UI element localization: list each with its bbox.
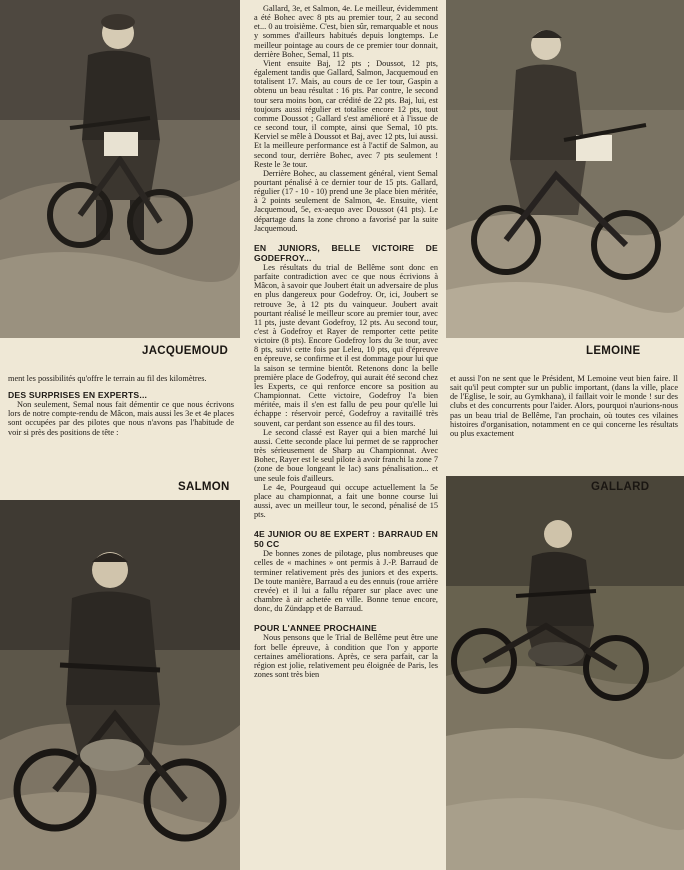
- section-heading-experts: DES SURPRISES EN EXPERTS...: [8, 390, 148, 401]
- photo-lemoine: [446, 0, 684, 338]
- article-paragraph: et aussi l'on ne sent que le Président, M Lemoine veut bien faire. Il sait qu'il peut compter sur un public important, (dans la ville, place de l'Eglise, le soir, au Gymkhana), il faillait voir le monde ! sur des clubs et des concurrents pour l'aider. Alors, pourquoi n'aurions-nous pas un beau trial de Bellême, l'an prochain, où toutes ces vilaines histoires d'organisation, notamment en ce qui concerne les résultats ou plus exactement: [450, 374, 678, 438]
- article-paragraph: Non seulement, Semal nous fait démentir ce que nous écrivons lors de notre compte-rendu de Mâcon, mais aussi les 3e et 4e places sont occupées par des pilotes que nous n'avons pas l'habitude de voir si près des positions de tête :: [8, 400, 234, 437]
- caption-jacquemoud: JACQUEMOUD: [142, 345, 229, 357]
- photo-jacquemoud: [0, 0, 240, 338]
- article-paragraph: Le 4e, Pourgeaud qui occupe actuellement la 5e place au championnat, a fait une bonne course lui aussi, avec un meilleur tour, le second, pénalisé de 15 pts.: [254, 482, 438, 520]
- caption-gallard: GALLARD: [591, 481, 650, 493]
- article-paragraph: Le second classé est Rayer qui a bien marché lui aussi. Cette seconde place lui permet de se rapprocher très sérieusement de Sharp au Championnat. Avec Bohec, Rayer est le seul pilote à avoir franchi la zone 7 (zone de boue longeant le lac) sans pénalisation... et une seule fois d'ailleurs.: [254, 427, 438, 483]
- rider-illustration: [446, 476, 684, 870]
- article-right-column: [450, 374, 678, 438]
- photo-gallard: [446, 476, 684, 870]
- caption-salmon: SALMON: [178, 481, 230, 493]
- section-heading-juniors: EN JUNIORS, BELLE VICTOIRE DE GODEFROY...: [254, 242, 438, 263]
- article-paragraph: De bonnes zones de pilotage, plus nombreuses que celles de « machines » ont permis à J.-P. Barraud de terminer relativement près des juniors et des experts. De toute manière, Barraud a eu des ennuis (roue arrière crevée) et il lui a fallu réparer sur place avec une chambre à air achetée en ville. Bonne tenue encore, donc, du Zündapp et de Barraud.: [254, 549, 438, 614]
- article-center-column: [254, 4, 438, 679]
- section-heading-next-year: POUR L'ANNEE PROCHAINE: [254, 623, 377, 634]
- article-paragraph: Les résultats du trial de Bellême sont donc en parfaite contradiction avec ce que nous écrivions à Mâcon, à savoir que Joubert était un adversaire de plus en plus dangereux pour Godefroy. Or, ici, Joubert se retrouve 3e, à 12 pts du vainqueur. Joubert avait pourtant réalisé le meilleur score au premier tour, avec 11 pts, juste devant Godefroy, 12 pts. Au second tour, c'est à Godefroy et Rayer de remporter cette petite victoire (8 pts). Encore Godefroy lors du 3e tour, avec 8 pts, suivi cette fois par Leleu, 10 pts, qui d'épreuve en épreuve, se confirme et il est dommage pour lui que la saison se termine bientôt. Retenons donc la belle première place de Godefroy, qui aurait été second chez les Experts, ce qui renforce encore sa position au Championnat. Cette victoire, Godefroy l'a bien méritée, mais il s'en est fallu de peu pour qu'elle lui échappe : réservoir percé, Godefroy a ravitaillé très souvent, car perdant son essence au fil des tours.: [254, 262, 438, 428]
- article-paragraph: Nous pensons que le Trial de Bellême peut être une fort belle épreuve, à condition que l'on y apporte certaines améliorations. Après, ce sera parfait, car la région est jolie, relativement peu éloignée de Paris, les zones sont très bien: [254, 633, 438, 679]
- caption-lemoine: LEMOINE: [586, 345, 641, 357]
- article-paragraph: Derrière Bohec, au classement général, vient Semal pourtant pénalisé à ce dernier tour de 15 pts. Gallard, régulier (17 - 10 - 10) prend une 3e place bien méritée, à 2 points seulement de Salmon, 4e. Ensuite, vient Jacquemoud, 5e, ex-aequo avec Doussot (41 pts). Le départage dans la zone chrono a favorisé par la suite Jacquemoud.: [254, 168, 438, 233]
- article-paragraph: Gallard, 3e, et Salmon, 4e. Le meilleur, évidemment a été Bohec avec 8 pts au premier tour, 2 au second et... 0 au troisième. C'est, bien sûr, remarquable et nous y sommes d'ailleurs habitués depuis longtemps. Le meilleur pointage au cours de ce premier tour donnait, derrière Bohec, Semal, 11 pts.: [254, 4, 438, 59]
- article-paragraph: Vient ensuite Baj, 12 pts ; Doussot, 12 pts, également tandis que Gallard, Salmon, Jacquemoud en totalisent 17. Mais, au cours de ce 1er tour, Gaspin a obtenu un beau résultat : 16 pts. Par contre, le second tour sera moins bon, car crédité de 22 pts. Baj, lui, est toujours aussi régulier et totalise encore 12 pts, tout comme Doussot ; Gallard s'est amélioré et à l'issue de ce second tour, il compte, ainsi que Semal, 10 pts. Kerviel se mêle à Doussot et Baj, avec 12 pts, lui aussi. Et la meilleure performance est à l'actif de Salmon, au second tour, derrière Bohec, avec 7 pts seulement ! Reste le 3e tour.: [254, 58, 438, 169]
- article-left-column: [8, 374, 234, 437]
- section-heading-barraud: 4E JUNIOR OU 8E EXPERT : BARRAUD EN 50 CC: [254, 529, 438, 550]
- rider-illustration: [0, 500, 240, 870]
- rider-illustration: [0, 0, 240, 338]
- photo-salmon: [0, 500, 240, 870]
- rider-illustration: [446, 0, 684, 338]
- article-paragraph: ment les possibilités qu'offre le terrain au fil des kilomètres.: [8, 374, 207, 383]
